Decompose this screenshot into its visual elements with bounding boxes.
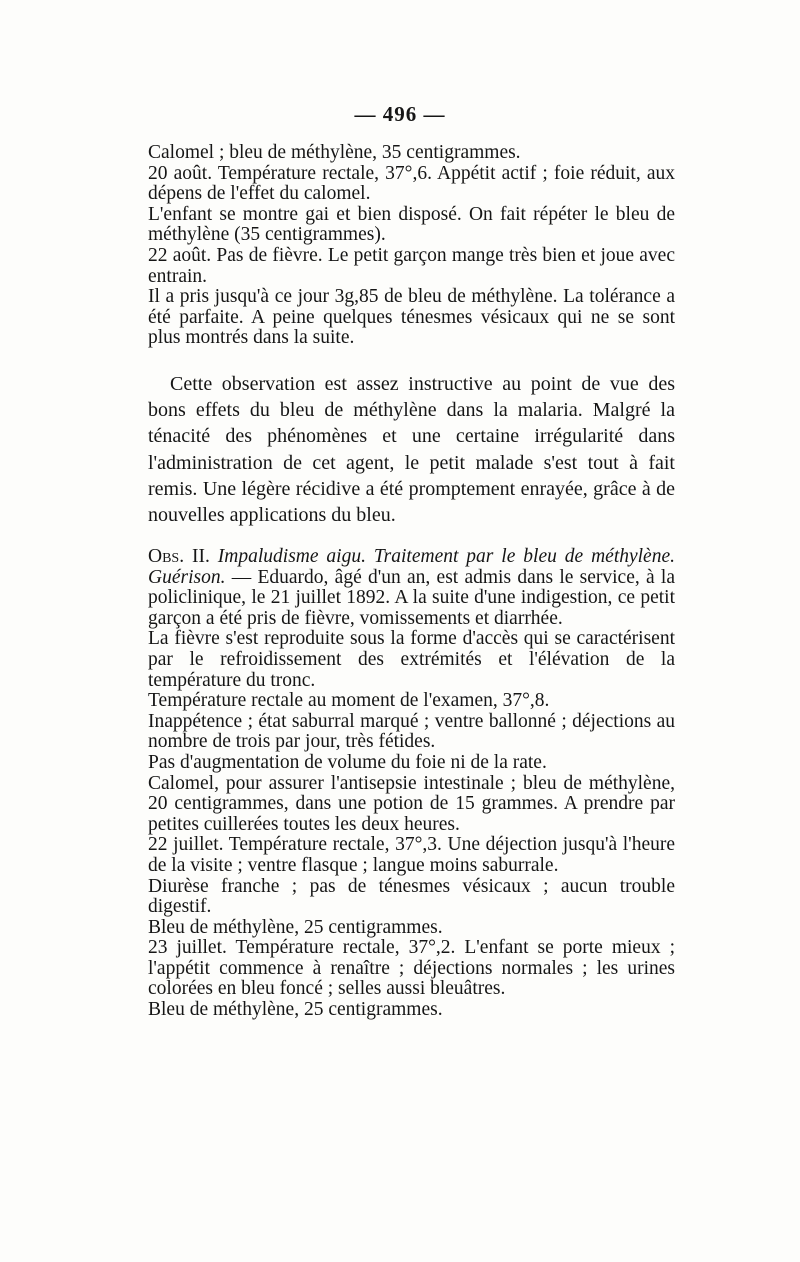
paragraph: Température rectale au moment de l'examen, 37°,8. (148, 690, 550, 712)
paragraph: Calomel ; bleu de méthylène, 35 centigrammes. (148, 142, 521, 163)
commentary (148, 371, 675, 528)
page-number: — 496 — (354, 102, 446, 126)
paragraph: L'enfant se montre gai et bien disposé. On fait répéter le bleu de méthylène (35 centigrammes). (148, 203, 675, 246)
paragraph: Calomel, pour assurer l'antisepsie intestinale ; bleu de méthylène, 20 centigrammes, dans une potion de 15 grammes. A prendre par petites cuillerées toutes les deux heures. (148, 772, 675, 835)
observation-2 (148, 547, 675, 1021)
observation-heading (148, 547, 675, 629)
paragraph: 20 août. Température rectale, 37°,6. Appétit actif ; foie réduit, aux dépens de l'effet du calomel. (148, 162, 675, 205)
observation-intro: — Eduardo, âgé d'un an, est admis dans le service, à la policlinique, le 21 juillet 1892. A la suite d'une indigestion, ce petit garçon a été pris de fièvre, vomissements et diarrhée. (148, 566, 675, 629)
paragraph: Inappétence ; état saburral marqué ; ventre ballonné ; déjections au nombre de trois par jour, très fétides. (148, 710, 675, 753)
observation-title: Impaludisme aigu. Traitement par le bleu de méthylène. Guérison. (148, 546, 675, 588)
paragraph: 23 juillet. Température rectale, 37°,2. L'enfant se porte mieux ; l'appétit commence à renaître ; déjections normales ; les urines colorées en bleu foncé ; selles aussi bleuâtres. (148, 937, 675, 1000)
paragraph: Il a pris jusqu'à ce jour 3g,85 de bleu de méthylène. La tolérance a été parfaite. A peine quelques ténesmes vésicaux qui ne se sont plus montrés dans la suite. (148, 286, 675, 349)
paragraph: Bleu de méthylène, 25 centigrammes. (148, 999, 443, 1021)
observation-label: Obs. II. (148, 546, 210, 567)
paragraph: Cette observation est assez instructive au point de vue des bons effets du bleu de méthylène dans la malaria. Malgré la ténacité des phénomènes et une certaine irrégularité dans l'administration de cet agent, le petit malade s'est tout à fait remis. Une légère récidive a été promptement enrayée, grâce à de nouvelles applications du bleu. (148, 373, 675, 527)
paragraph: Pas d'augmentation de volume du foie ni de la rate. (148, 751, 547, 773)
clinical-notes-continued (148, 143, 675, 349)
paragraph: Bleu de méthylène, 25 centigrammes. (148, 916, 443, 938)
paragraph: 22 juillet. Température rectale, 37°,3. Une déjection jusqu'à l'heure de la visite ; ventre flasque ; langue moins saburrale. (148, 834, 675, 876)
paragraph: La fièvre s'est reproduite sous la forme d'accès qui se caractérisent par le refroidissement des extrémités et l'élévation de la température du tronc. (148, 628, 675, 691)
paragraph: 22 août. Pas de fièvre. Le petit garçon mange très bien et joue avec entrain. (148, 244, 675, 287)
paragraph: Diurèse franche ; pas de ténesmes vésicaux ; aucun trouble digestif. (148, 875, 675, 918)
